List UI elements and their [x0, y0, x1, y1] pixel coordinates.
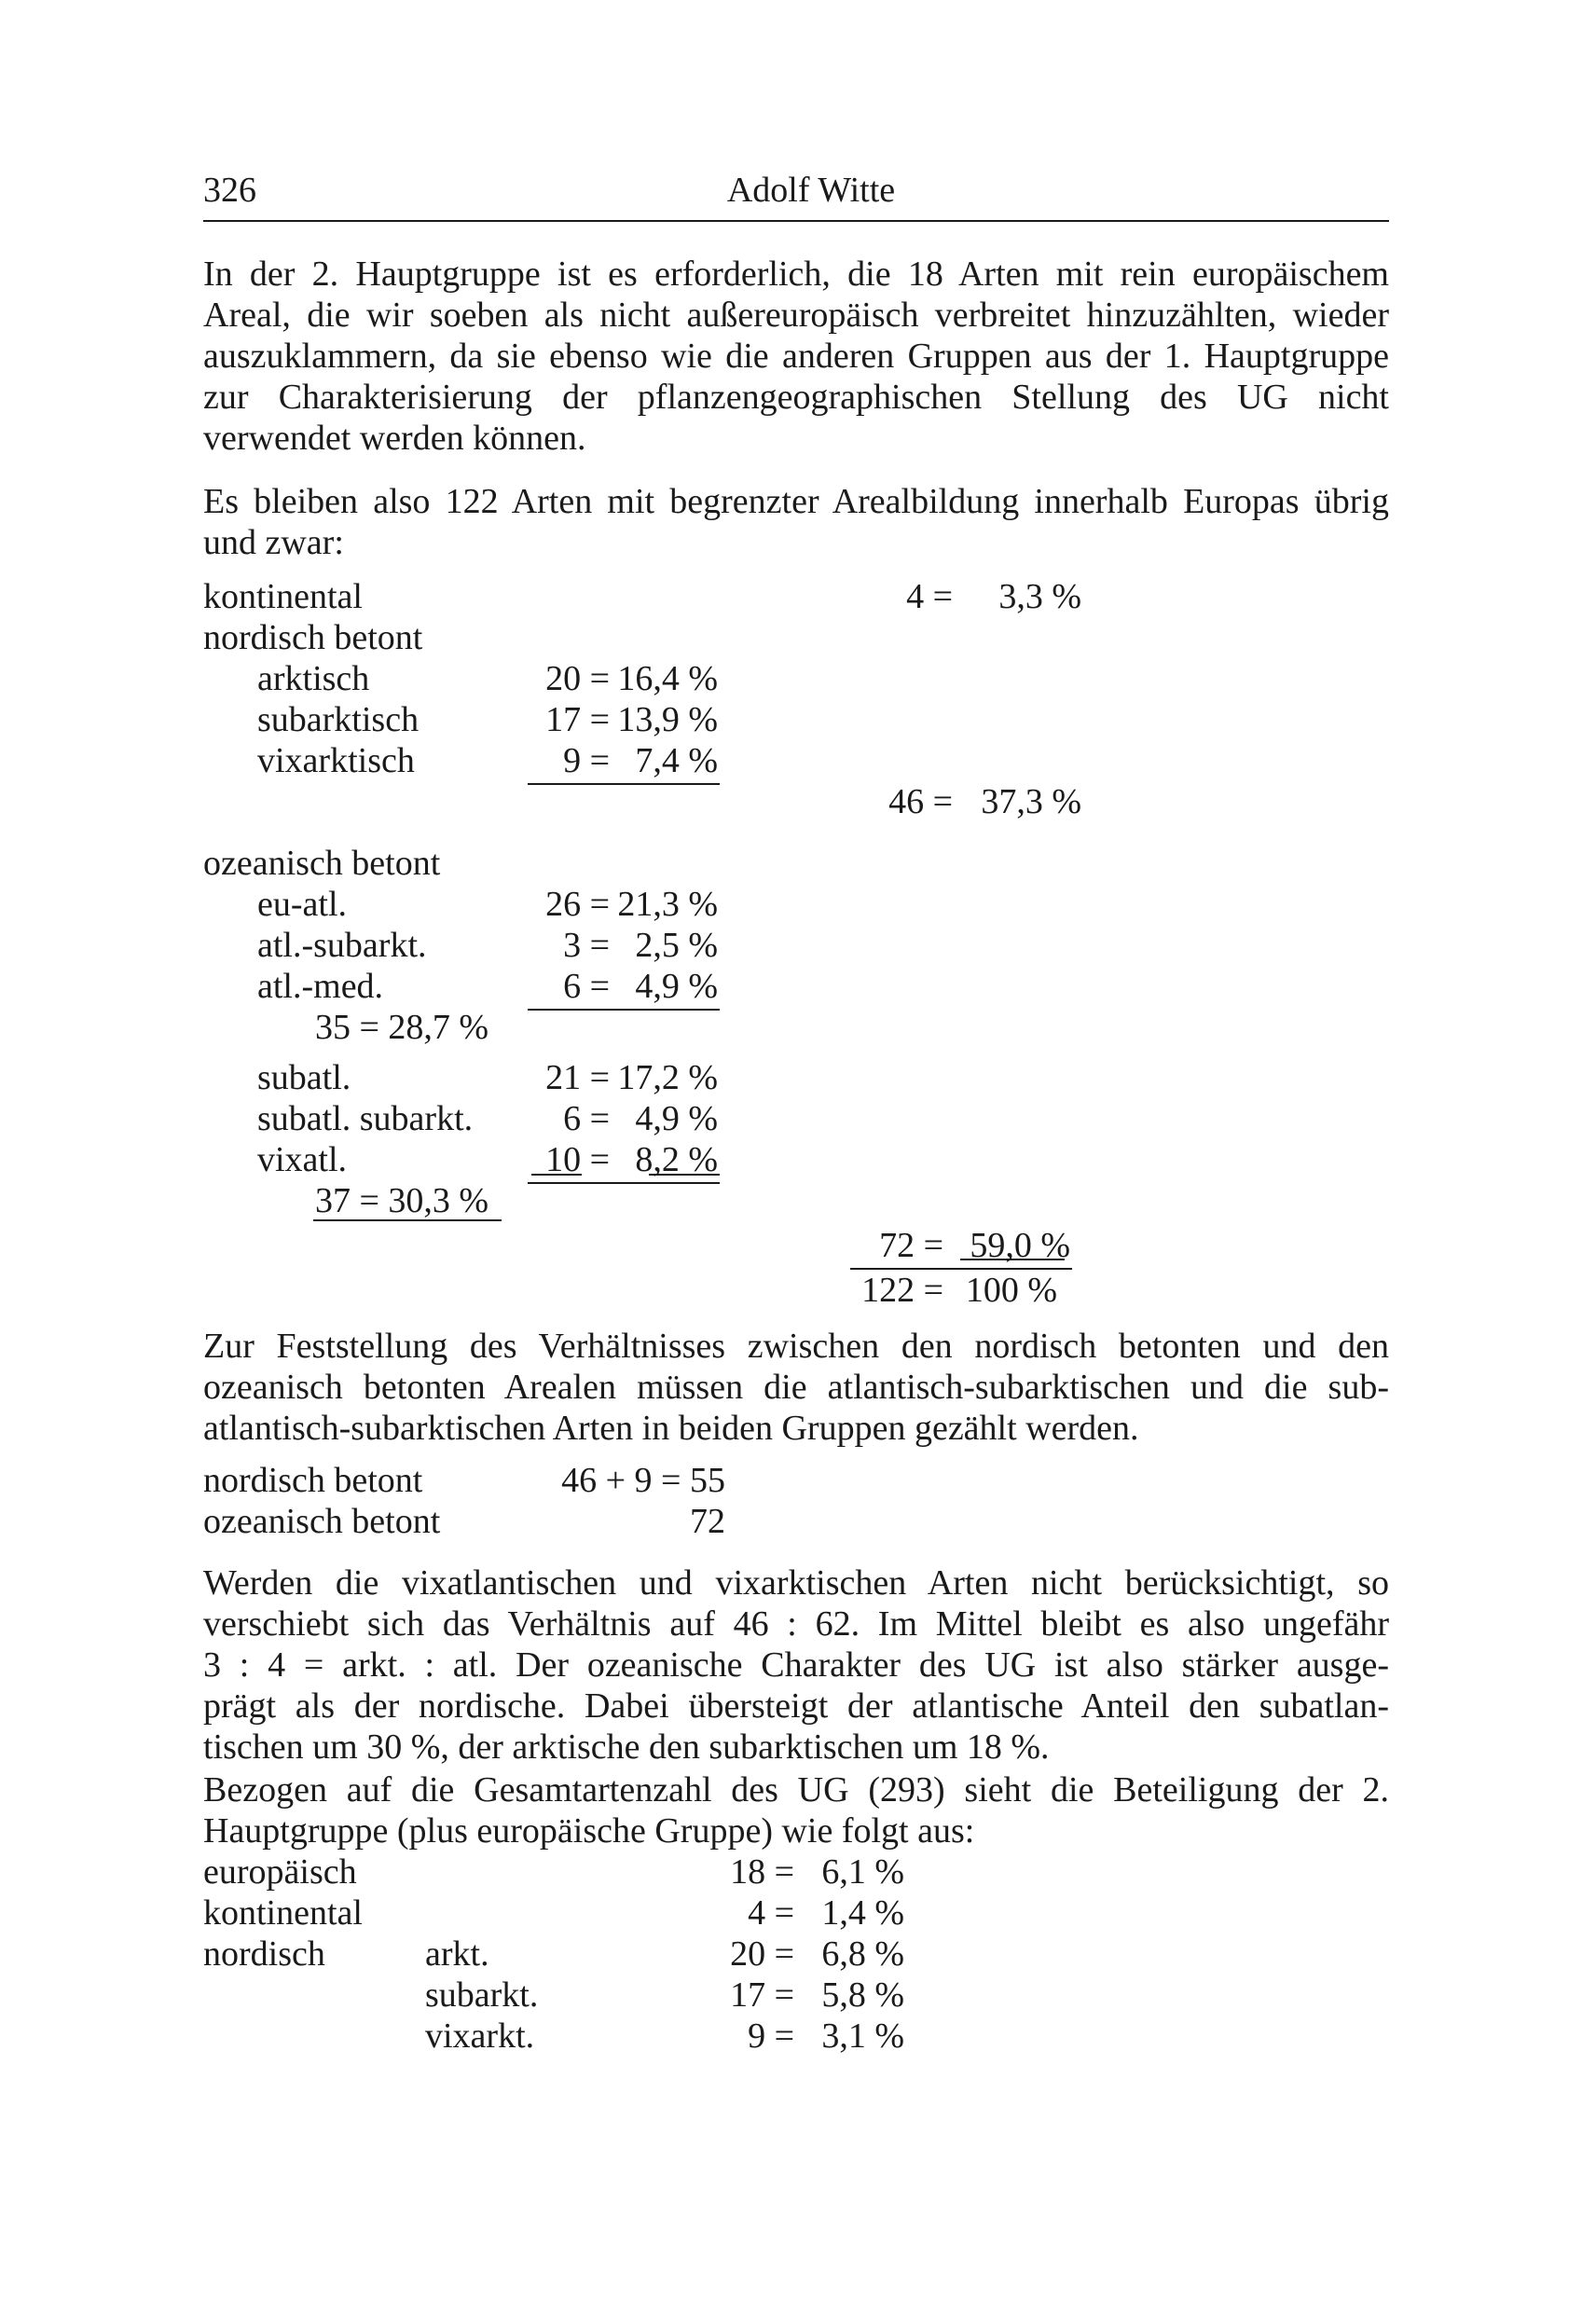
paragraph-line: Bezogen auf die Gesamtartenzahl des UG (293) sieht die Beteiligung der 2. — [203, 1770, 1389, 1810]
grand-total-percent: 100 % — [965, 1271, 1057, 1310]
row-label: vixarktisch — [257, 741, 415, 780]
row-count: 26 = — [545, 885, 610, 924]
paragraph-line: verschiebt sich das Verhältnis auf 46 : 62. Im Mittel bleibt es also ungefähr — [203, 1604, 1389, 1644]
row-percent: 3,1 % — [821, 2016, 904, 2056]
row-subgroup: arkt. — [425, 1934, 489, 1974]
underline — [531, 1174, 582, 1176]
row-count: 4 = — [906, 577, 953, 616]
paragraph-line: und zwar: — [203, 523, 344, 562]
row-percent: 4,9 % — [635, 967, 718, 1006]
row-group: kontinental — [203, 1893, 363, 1933]
row-label: arktisch — [257, 659, 370, 698]
group-total-count: 46 = — [888, 782, 953, 821]
paragraph-3 — [203, 1326, 1389, 1449]
row-count: 4 = — [748, 1893, 794, 1933]
paragraph-2 — [203, 481, 1389, 563]
paragraph-line: atlantisch-subarktischen Arten in beiden Gruppen gezählt werden. — [203, 1409, 1139, 1448]
row-label: ozeanisch betont — [203, 1502, 441, 1541]
row-percent: 4,9 % — [635, 1099, 718, 1138]
subtotal-rule — [528, 1009, 720, 1011]
row-label: vixatl. — [257, 1140, 348, 1179]
row-group: nordisch — [203, 1934, 325, 1974]
row-count: 3 = — [563, 926, 610, 965]
row-subgroup: subarkt. — [425, 1975, 539, 2015]
paragraph-line: 3 : 4 = arkt. : atl. Der ozeanische Charakter des UG ist also stärker ausge- — [203, 1645, 1389, 1685]
paragraph-5 — [203, 1769, 1389, 1851]
subtotal-rule — [528, 783, 720, 785]
paragraph-line: In der 2. Hauptgruppe ist es erforderlich, die 18 Arten mit rein europäischem — [203, 255, 1389, 294]
row-percent: 6,8 % — [821, 1934, 904, 1974]
row-percent: 3,3 % — [998, 577, 1081, 616]
subtotal-rule — [313, 1219, 502, 1221]
row-value: 72 — [690, 1502, 725, 1541]
row-value: 46 + 9 = 55 — [561, 1461, 725, 1500]
row-percent: 7,4 % — [635, 741, 718, 780]
row-label: subatl. subarkt. — [257, 1099, 474, 1138]
underline — [649, 1174, 720, 1176]
row-count: 17 = — [545, 700, 610, 739]
row-percent: 17,2 % — [617, 1058, 718, 1097]
group-heading: nordisch betont — [203, 618, 423, 657]
row-percent: 21,3 % — [617, 885, 718, 924]
subtotal-rule — [528, 1182, 720, 1184]
paragraph-line: auszuklammern, da sie ebenso wie die anderen Gruppen aus der 1. Hauptgruppe — [203, 337, 1389, 376]
row-count: 10 = — [545, 1140, 610, 1179]
paragraph-line: verwendet werden können. — [203, 419, 586, 458]
page-number: 326 — [203, 171, 256, 210]
row-label: atl.-subarkt. — [257, 926, 427, 965]
running-title: Adolf Witte — [726, 171, 896, 210]
paragraph-line: Areal, die wir soeben als nicht außereuropäisch verbreitet hinzuzählten, wieder — [203, 296, 1389, 335]
paragraph-line: zur Charakterisierung der pflanzengeographischen Stellung des UG nicht — [203, 378, 1389, 417]
row-count: 20 = — [545, 659, 610, 698]
grand-total-count: 122 = — [861, 1271, 943, 1310]
row-group: europäisch — [203, 1852, 357, 1892]
row-label: subarktisch — [257, 700, 420, 739]
paragraph-line: Es bleiben also 122 Arten mit begrenzter Arealbildung innerhalb Europas übrig — [203, 482, 1389, 521]
row-percent: 13,9 % — [617, 700, 718, 739]
row-percent: 6,1 % — [821, 1852, 904, 1892]
row-label: kontinental — [203, 577, 363, 616]
row-count: 21 = — [545, 1058, 610, 1097]
subtotal: 35 = 28,7 % — [315, 1008, 489, 1047]
row-count: 9 = — [563, 741, 610, 780]
row-label: subatl. — [257, 1058, 351, 1097]
row-label: nordisch betont — [203, 1461, 423, 1500]
paragraph-line: prägt als der nordische. Dabei übersteigt der atlantische Anteil den subatlan- — [203, 1686, 1389, 1726]
row-count: 6 = — [563, 967, 610, 1006]
row-label: atl.-med. — [257, 967, 384, 1006]
group-heading: ozeanisch betont — [203, 844, 441, 883]
row-percent: 16,4 % — [617, 659, 718, 698]
row-subgroup: vixarkt. — [425, 2016, 535, 2056]
group-total-percent: 59,0 % — [970, 1226, 1070, 1265]
row-percent: 2,5 % — [635, 926, 718, 965]
paragraph-line: ozeanisch betonten Arealen müssen die atlantisch-subarktischen und die sub- — [203, 1368, 1389, 1407]
row-percent: 1,4 % — [821, 1893, 904, 1933]
paragraph-4 — [203, 1562, 1389, 1768]
paragraph-1 — [203, 254, 1389, 459]
row-count: 17 = — [730, 1975, 794, 2015]
group-total-count: 72 = — [879, 1226, 943, 1265]
header-rule — [203, 220, 1389, 222]
subtotal: 37 = 30,3 % — [315, 1181, 489, 1220]
row-label: eu-atl. — [257, 885, 348, 924]
underline — [960, 1259, 1065, 1260]
paragraph-line: Werden die vixatlantischen und vixarktischen Arten nicht berücksichtigt, so — [203, 1563, 1389, 1603]
paragraph-line: Zur Feststellung des Verhältnisses zwischen den nordisch betonten und den — [203, 1327, 1389, 1366]
row-count: 18 = — [730, 1852, 794, 1892]
row-count: 20 = — [730, 1934, 794, 1974]
row-count: 9 = — [748, 2016, 794, 2056]
paragraph-line: tischen um 30 %, der arktische den subarktischen um 18 %. — [203, 1727, 1050, 1767]
row-percent: 5,8 % — [821, 1975, 904, 2015]
group-total-percent: 37,3 % — [981, 782, 1081, 821]
paragraph-line: Hauptgruppe (plus europäische Gruppe) wie folgt aus: — [203, 1811, 975, 1851]
row-count: 6 = — [563, 1099, 610, 1138]
row-percent: 8,2 % — [635, 1140, 718, 1179]
